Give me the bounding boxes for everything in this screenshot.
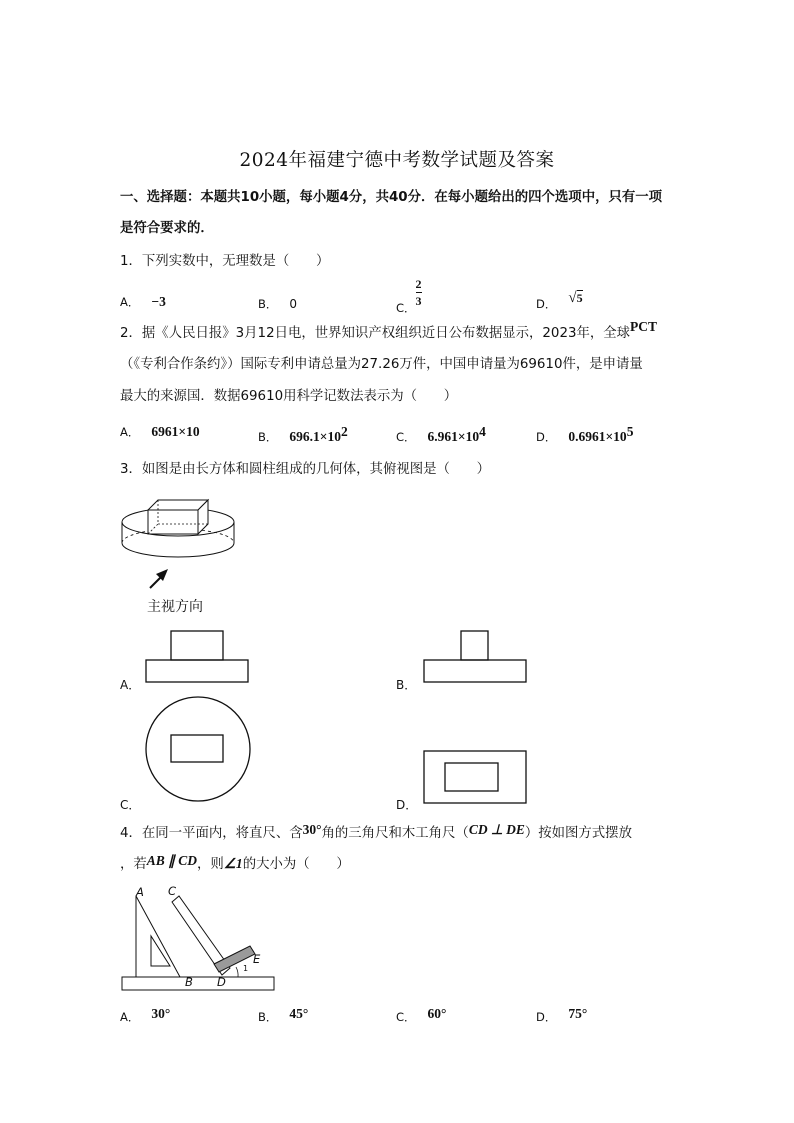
q2-line3: 最大的来源国．数据69610用科学记数法表示为（ ） xyxy=(120,389,458,404)
q2-option-d-base: 0.6961×10 xyxy=(568,429,627,444)
point-label-b: B xyxy=(185,975,193,989)
q2-option-b-label: B． xyxy=(258,430,278,444)
q3-option-d-label: D． xyxy=(396,798,418,812)
q4-option-b-value: 45° xyxy=(289,1006,309,1021)
q3-view-direction-caption: 主视方向 xyxy=(147,599,203,615)
q2-option-c-label: C． xyxy=(396,430,416,444)
q2-line2: （《专利合作条约》）国际专利申请总量为27.26万件，中国申请量为69610件，是申请量 xyxy=(120,357,643,372)
q2-option-b[interactable] xyxy=(258,424,348,445)
q3-option-a-label: A． xyxy=(120,678,141,692)
angle-label-1: 1 xyxy=(243,964,249,973)
q2-option-a[interactable] xyxy=(120,424,200,440)
q1-option-c-label: C． xyxy=(396,301,416,315)
q3-option-b-figure xyxy=(423,630,528,684)
q1-option-d[interactable] xyxy=(536,290,583,312)
q3-option-d[interactable] xyxy=(396,796,417,813)
q3-option-c-figure xyxy=(145,696,251,802)
point-label-c: C xyxy=(168,884,177,898)
q2-pct: PCT xyxy=(630,319,658,334)
q1-option-b-value: 0 xyxy=(289,297,298,311)
q1-option-c[interactable] xyxy=(396,278,434,316)
q2-option-c-exp: 4 xyxy=(479,424,486,439)
q2-option-b-exp: 2 xyxy=(340,424,348,439)
fraction-denominator: 3 xyxy=(415,294,422,308)
q1-option-a-value: −3 xyxy=(151,294,166,309)
q4-parallel-relation: AB ∥ CD xyxy=(146,853,198,868)
q1-option-a[interactable] xyxy=(120,294,166,310)
q1-option-b-label: B． xyxy=(258,297,278,311)
q4-perp-relation: CD ⊥ DE xyxy=(468,822,525,837)
q3-option-a-figure xyxy=(145,630,250,684)
section-heading-line1: 一、选择题：本题共10小题，每小题4分，共40分．在每小题给出的四个选项中，只有一项 xyxy=(120,190,663,205)
q2-option-c-base: 6.961×10 xyxy=(427,429,480,444)
q2-option-c[interactable] xyxy=(396,424,486,445)
point-label-e: E xyxy=(253,952,261,966)
q4-line1-text-b: 角的三角尺和木工角尺（ xyxy=(321,826,469,841)
q1-option-a-label: A． xyxy=(120,295,140,309)
q3-option-b[interactable] xyxy=(396,676,416,693)
q4-option-c[interactable] xyxy=(396,1006,447,1025)
radicand: 5 xyxy=(576,291,583,305)
q3-option-b-label: B． xyxy=(396,678,417,692)
q4-angle-30: 30° xyxy=(302,822,322,837)
q3-option-a[interactable] xyxy=(120,676,140,693)
q4-line1-text-c: ）按如图方式摆放 xyxy=(524,826,632,841)
q4-line2-text-a: ，若 xyxy=(120,857,147,872)
q2-line1-text: 2．据《人民日报》3月12日电，世界知识产权组织近日公布数据显示，2023年，全球 xyxy=(120,326,631,341)
q4-option-d[interactable] xyxy=(536,1006,588,1025)
q3-option-c[interactable] xyxy=(120,796,140,813)
q4-angle-1: ∠1 xyxy=(223,856,243,871)
q4-option-b-label: B． xyxy=(258,1010,278,1024)
q2-option-a-base: 6961×10 xyxy=(151,424,200,439)
radical-sign: √ xyxy=(568,290,577,306)
q4-option-c-label: C． xyxy=(396,1010,416,1024)
q2-option-d[interactable] xyxy=(536,424,633,445)
q1-stem: 1．下列实数中，无理数是（ ） xyxy=(120,254,330,269)
q3-stem: 3．如图是由长方体和圆柱组成的几何体，其俯视图是（ ） xyxy=(120,462,491,477)
page-title: 2024年福建宁德中考数学试题及答案 xyxy=(239,150,555,171)
section-heading-line2: 是符合要求的． xyxy=(120,221,214,236)
q2-line1 xyxy=(120,319,658,341)
fraction-numerator: 2 xyxy=(415,277,422,291)
q4-line1-text-a: 4．在同一平面内，将直尺、含 xyxy=(120,826,303,841)
q4-option-a[interactable] xyxy=(120,1006,171,1025)
q1-option-c-fraction xyxy=(416,278,422,307)
q4-option-d-value: 75° xyxy=(568,1006,588,1021)
q4-line1 xyxy=(120,822,632,841)
q1-option-d-label: D． xyxy=(536,297,557,311)
q3-option-c-label: C． xyxy=(120,798,141,812)
point-label-d: D xyxy=(217,975,226,989)
q4-option-a-label: A． xyxy=(120,1010,140,1024)
q4-option-b[interactable] xyxy=(258,1006,309,1025)
q2-option-a-label: A． xyxy=(120,425,140,439)
q4-option-c-value: 60° xyxy=(427,1006,447,1021)
q4-line2-text-b: ，则 xyxy=(197,857,224,872)
q4-line2 xyxy=(120,853,350,872)
q4-option-d-label: D． xyxy=(536,1010,557,1024)
q3-option-d-figure xyxy=(423,750,529,806)
q2-option-b-base: 696.1×10 xyxy=(289,429,341,444)
q1-option-b[interactable] xyxy=(258,296,297,312)
point-label-a: A xyxy=(136,885,144,899)
q2-option-d-label: D． xyxy=(536,430,557,444)
q2-option-d-exp: 5 xyxy=(626,424,634,439)
q4-option-a-value: 30° xyxy=(151,1006,171,1021)
q4-line2-text-c: 的大小为（ ） xyxy=(242,857,350,872)
